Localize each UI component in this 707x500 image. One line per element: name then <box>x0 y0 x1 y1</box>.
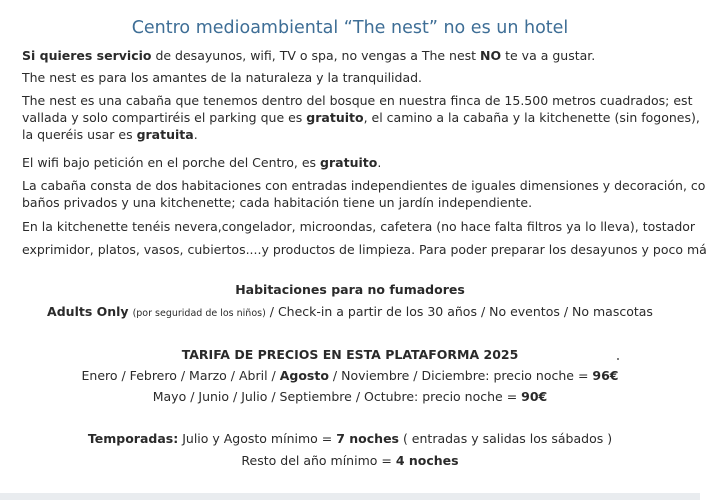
adults-only-label: Adults Only <box>47 304 129 319</box>
tarifa-row-low: Mayo / Junio / Julio / Septiembre / Octubre: precio noche = 90€ <box>152 389 548 404</box>
paragraph-cabin: The nest es una cabaña que tenemos dentro del bosque en nuestra finca de 15.500 metros cuadrados; est vallada y solo compartiréis el parking que es gratuito, el camino a la cabaña y la kitchenette (sin fogones), la queréis usar es gratuita. <box>22 93 700 142</box>
paragraph-kitchenette: En la kitchenette tenéis nevera,congelador, microondas, cafetera (no hace falta filtros ya lo lleva), tostador exprimidor, platos, vasos, cubiertos....y productos de limpieza. Para poder preparar los desayunos y poco má <box>22 219 707 257</box>
bold-text: NO <box>480 48 502 63</box>
bold-text: Si quieres servicio <box>22 48 152 63</box>
paragraph-rooms-desc: La cabaña consta de dos habitaciones con entradas independientes de iguales dimensiones y decoración, co baños privados y una kitchenette; cada habitación tiene un jardín independiente. <box>22 178 706 210</box>
scan-edge <box>0 493 700 500</box>
tarifa-heading: TARIFA DE PRECIOS EN ESTA PLATAFORMA 2025 <box>181 347 519 362</box>
tarifa-row-high: Enero / Febrero / Marzo / Abril / Agosto / Noviembre / Diciembre: precio noche = 96€ <box>81 368 619 383</box>
page-title: Centro medioambiental “The nest” no es un hotel <box>131 18 569 38</box>
paragraph-service: Si quieres servicio de desayunos, wifi, TV o spa, no vengas a The nest NO te va a gustar. <box>22 48 596 63</box>
price-high: 96€ <box>592 368 619 383</box>
price-low: 90€ <box>521 389 548 404</box>
minimum-stay-row: Resto del año mínimo = 4 noches <box>241 453 459 468</box>
temporadas-row: Temporadas: Julio y Agosto mínimo = 7 noches ( entradas y salidas los sábados ) <box>87 431 613 446</box>
rooms-heading: Habitaciones para no fumadores <box>235 282 465 297</box>
rooms-rules: Adults Only (por seguridad de los niños) / Check-in a partir de los 30 años / No eventos / No mascotas <box>47 304 653 319</box>
speck-mark <box>617 358 619 360</box>
paragraph-wifi: El wifi bajo petición en el porche del Centro, es gratuito. <box>22 155 382 170</box>
paragraph-nature: The nest es para los amantes de la naturaleza y la tranquilidad. <box>22 70 423 85</box>
